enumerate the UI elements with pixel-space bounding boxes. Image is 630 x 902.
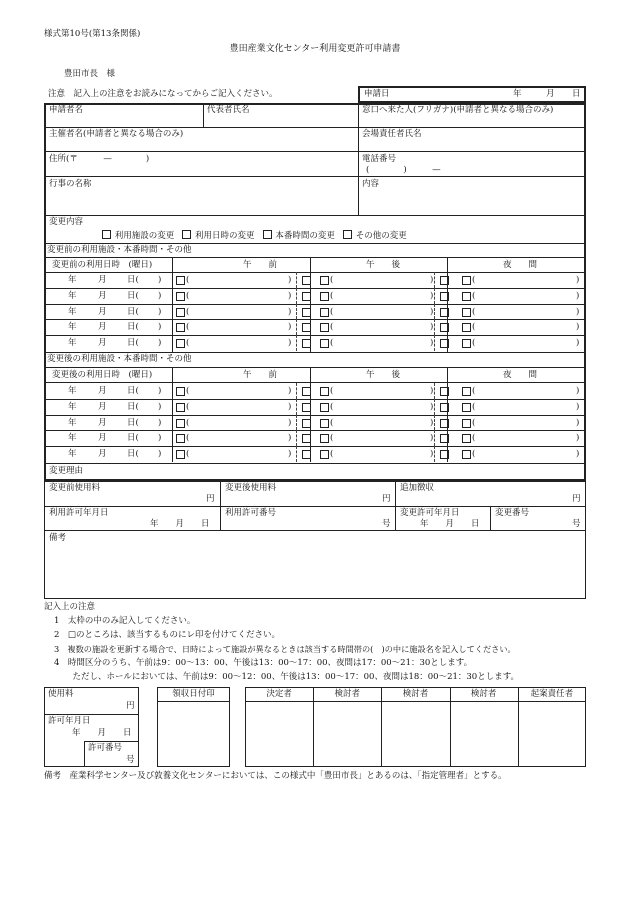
approval-label: 検討者 xyxy=(334,689,361,699)
before-row-day: 日( xyxy=(127,338,139,349)
after-row-close-paren: ) xyxy=(576,433,580,444)
before-row-day: 日( xyxy=(127,275,139,285)
checkbox-time-change[interactable]: 本番時間の変更 xyxy=(263,231,335,241)
before-row-checkbox[interactable] xyxy=(176,308,186,319)
before-period-night: 夜 間 xyxy=(502,260,537,270)
after-date-header: 変更後の利用日時 (曜日) xyxy=(52,370,153,380)
before-row-close-paren: ) xyxy=(430,338,434,349)
permit-date-ymd: 年 月 日 xyxy=(150,519,210,529)
additional-yen: 円 xyxy=(572,494,581,504)
after-row-checkbox[interactable] xyxy=(462,434,472,445)
before-row-checkbox[interactable] xyxy=(302,339,312,350)
office-permit-number-go: 号 xyxy=(126,755,135,765)
change-number-label: 変更番号 xyxy=(495,508,530,518)
before-row-line xyxy=(44,288,586,289)
after-row-checkbox[interactable] xyxy=(302,403,312,414)
before-row-checkbox[interactable] xyxy=(302,323,312,334)
approval-divider xyxy=(313,687,314,767)
after-row-month: 月 xyxy=(98,401,107,412)
after-row-line xyxy=(44,415,586,416)
after-row-checkbox[interactable] xyxy=(440,434,450,445)
before-row-close: ) xyxy=(158,322,162,333)
after-row-divider xyxy=(434,399,435,415)
before-row-month: 月 xyxy=(98,275,107,285)
form-number: 様式第10号(第13条関係) xyxy=(44,29,141,39)
after-row-close-paren: ) xyxy=(288,433,292,444)
address-label: 住所(〒 — ) xyxy=(49,154,150,164)
before-row-close-paren: ) xyxy=(288,322,292,333)
before-row-divider xyxy=(296,272,297,288)
approval-divider xyxy=(381,687,382,767)
before-row-close-paren: ) xyxy=(288,338,292,349)
approval-label: 起案責任者 xyxy=(530,689,574,699)
before-row-open-paren: ( xyxy=(330,338,334,349)
after-row-close-paren: ) xyxy=(576,386,580,396)
after-row-open-paren: ( xyxy=(330,449,334,460)
after-row-open-paren: ( xyxy=(472,386,476,396)
before-row-checkbox[interactable] xyxy=(320,292,330,303)
before-row-year: 年 xyxy=(68,322,77,333)
before-row-checkbox[interactable] xyxy=(440,276,450,287)
before-row-close-paren: ) xyxy=(430,306,434,317)
additional-label: 追加徴収 xyxy=(400,483,435,493)
after-period-am: 午 前 xyxy=(242,370,277,380)
before-row-close: ) xyxy=(158,306,162,317)
after-row-checkbox[interactable] xyxy=(176,434,186,445)
before-row-open-paren: ( xyxy=(330,290,334,301)
before-row-checkbox[interactable] xyxy=(176,292,186,303)
before-row-checkbox[interactable] xyxy=(462,276,472,287)
instructions-title: 記入上の注意 xyxy=(44,602,96,612)
after-row-close-paren: ) xyxy=(576,449,580,460)
window-person-label: 窓口へ来た人(フリガナ)(申請者と異なる場合のみ) xyxy=(362,105,554,115)
before-row-divider xyxy=(296,335,297,351)
before-row-checkbox[interactable] xyxy=(462,308,472,319)
after-row-checkbox[interactable] xyxy=(302,450,312,461)
before-section-label: 変更前の利用施設・本番時間・その他 xyxy=(47,245,192,255)
instruction-3: 3 複数の施設を更新する場合で、日時によって施設が異なるときは該当する時間帯の( )の中に施設名を記入してください。 xyxy=(54,644,516,654)
before-row-day: 日( xyxy=(127,322,139,333)
after-row-close-paren: ) xyxy=(288,449,292,460)
remarks-label: 備考 xyxy=(49,533,67,543)
after-row-checkbox[interactable] xyxy=(320,387,330,398)
after-row-open-paren: ( xyxy=(186,401,190,412)
before-row-close-paren: ) xyxy=(576,290,580,301)
before-row-month: 月 xyxy=(98,338,107,349)
after-row-checkbox[interactable] xyxy=(440,403,450,414)
before-row-close-paren: ) xyxy=(576,275,580,285)
office-permit-number-label: 許可番号 xyxy=(88,743,123,753)
before-row-checkbox[interactable] xyxy=(176,276,186,287)
before-row-divider xyxy=(296,319,297,335)
change-options[interactable] xyxy=(102,230,407,241)
after-row-month: 月 xyxy=(98,417,107,428)
after-fee-label: 変更後使用料 xyxy=(225,483,277,493)
change-content-label: 変更内容 xyxy=(49,217,84,227)
before-row-year: 年 xyxy=(68,338,77,349)
after-row-divider xyxy=(296,415,297,431)
month-label: 月 xyxy=(546,89,555,99)
before-row-divider xyxy=(434,319,435,335)
after-row-open-paren: ( xyxy=(472,417,476,428)
after-row-year: 年 xyxy=(68,417,77,428)
checkbox-datetime-change[interactable]: 利用日時の変更 xyxy=(182,231,254,241)
notice-line: 注意 記入上の注意をお読みになってからご記入ください。 xyxy=(48,89,278,99)
after-row-checkbox[interactable] xyxy=(176,419,186,430)
before-row-year: 年 xyxy=(68,306,77,317)
checkbox-facility-change[interactable]: 利用施設の変更 xyxy=(102,231,174,241)
approval-label: 検討者 xyxy=(470,689,497,699)
before-row-checkbox[interactable] xyxy=(440,308,450,319)
office-permit-date-label: 許可年月日 xyxy=(48,716,91,726)
permit-number-go: 号 xyxy=(382,519,391,529)
after-row-divider xyxy=(434,446,435,462)
before-row-open-paren: ( xyxy=(330,275,334,285)
after-row-day: 日( xyxy=(127,386,139,396)
after-row-checkbox[interactable] xyxy=(176,403,186,414)
after-row-open-paren: ( xyxy=(330,401,334,412)
after-row-close: ) xyxy=(158,401,162,412)
venue-manager-label: 会場責任者氏名 xyxy=(362,129,422,139)
after-row-checkbox[interactable] xyxy=(462,450,472,461)
before-row-checkbox[interactable] xyxy=(320,276,330,287)
before-row-checkbox[interactable] xyxy=(440,292,450,303)
after-row-divider xyxy=(296,446,297,462)
after-row-open-paren: ( xyxy=(472,401,476,412)
office-fee-label: 使用料 xyxy=(48,689,74,699)
after-row-checkbox[interactable] xyxy=(302,434,312,445)
after-row-checkbox[interactable] xyxy=(320,450,330,461)
receipt-stamp-label: 領収日付印 xyxy=(172,689,215,699)
after-row-close-paren: ) xyxy=(288,401,292,412)
after-period-pm: 午 後 xyxy=(365,370,400,380)
after-row-line xyxy=(44,446,586,447)
after-row-checkbox[interactable] xyxy=(440,450,450,461)
before-row-close-paren: ) xyxy=(576,306,580,317)
after-row-open-paren: ( xyxy=(186,433,190,444)
before-row-open-paren: ( xyxy=(186,322,190,333)
office-fee-yen: 円 xyxy=(126,701,135,711)
before-row-line xyxy=(44,335,586,336)
before-row-day: 日( xyxy=(127,306,139,317)
after-row-checkbox[interactable] xyxy=(462,387,472,398)
after-row-open-paren: ( xyxy=(186,449,190,460)
before-row-open-paren: ( xyxy=(330,306,334,317)
after-row-close-paren: ) xyxy=(430,417,434,428)
after-row-close: ) xyxy=(158,386,162,396)
before-row-month: 月 xyxy=(98,290,107,301)
before-row-close-paren: ) xyxy=(430,322,434,333)
before-period-pm: 午 後 xyxy=(365,260,400,270)
after-row-line xyxy=(44,399,586,400)
after-row-open-paren: ( xyxy=(186,386,190,396)
before-period-am: 午 前 xyxy=(242,260,277,270)
before-row-checkbox[interactable] xyxy=(462,292,472,303)
before-row-open-paren: ( xyxy=(186,290,190,301)
change-permit-date-label: 変更許可年月日 xyxy=(400,508,460,518)
representative-name-label: 代表者氏名 xyxy=(207,105,250,115)
after-row-checkbox[interactable] xyxy=(462,419,472,430)
after-row-checkbox[interactable] xyxy=(302,387,312,398)
after-row-divider xyxy=(434,383,435,399)
before-fee-label: 変更前使用料 xyxy=(49,483,101,493)
after-row-checkbox[interactable] xyxy=(320,403,330,414)
after-row-day: 日( xyxy=(127,401,139,412)
before-row-close-paren: ) xyxy=(576,322,580,333)
instruction-2: 2 □のところは、該当するものにレ印を付けてください。 xyxy=(54,630,280,640)
applicant-name-label: 申請者名 xyxy=(49,105,84,115)
application-date-label: 申請日 xyxy=(364,89,390,99)
form-title: 豊田産業文化センター利用変更許可申請書 xyxy=(229,44,401,54)
after-row-month: 月 xyxy=(98,433,107,444)
before-row-day: 日( xyxy=(127,290,139,301)
before-row-open-paren: ( xyxy=(186,306,190,317)
after-row-close-paren: ) xyxy=(430,386,434,396)
after-fee-yen: 円 xyxy=(382,494,391,504)
year-label: 年 xyxy=(513,89,522,99)
before-row-open-paren: ( xyxy=(472,275,476,285)
after-row-divider xyxy=(296,383,297,399)
office-fee-box xyxy=(44,687,139,767)
after-row-checkbox[interactable] xyxy=(176,387,186,398)
before-row-checkbox[interactable] xyxy=(462,339,472,350)
after-row-checkbox[interactable] xyxy=(440,419,450,430)
before-row-divider xyxy=(434,304,435,320)
after-row-close-paren: ) xyxy=(288,417,292,428)
after-row-divider xyxy=(434,430,435,446)
after-row-checkbox[interactable] xyxy=(320,434,330,445)
phone-label: 電話番号 xyxy=(362,154,397,164)
content-label: 内容 xyxy=(362,179,380,189)
change-permit-date-ymd: 年 月 日 xyxy=(420,519,480,529)
after-row-open-paren: ( xyxy=(472,433,476,444)
after-row-day: 日( xyxy=(127,449,139,460)
approval-label: 決定者 xyxy=(266,689,292,699)
approval-box xyxy=(245,687,586,767)
event-name-label: 行事の名称 xyxy=(49,179,92,189)
before-row-open-paren: ( xyxy=(186,338,190,349)
before-row-checkbox[interactable] xyxy=(440,323,450,334)
before-row-line xyxy=(44,319,586,320)
before-row-close-paren: ) xyxy=(288,290,292,301)
after-row-month: 月 xyxy=(98,386,107,396)
after-row-close-paren: ) xyxy=(576,401,580,412)
after-row-year: 年 xyxy=(68,401,77,412)
approval-divider xyxy=(450,687,451,767)
before-row-close: ) xyxy=(158,275,162,285)
after-row-checkbox[interactable] xyxy=(176,450,186,461)
after-row-open-paren: ( xyxy=(186,417,190,428)
before-row-year: 年 xyxy=(68,275,77,285)
before-row-divider xyxy=(296,304,297,320)
after-row-open-paren: ( xyxy=(330,433,334,444)
after-row-checkbox[interactable] xyxy=(302,419,312,430)
organizer-name-label: 主催者名(申請者と異なる場合のみ) xyxy=(49,129,184,139)
instruction-4-note: ただし、ホールにおいては、午前は9：00〜12：00、午後は13：00〜17：00、夜間は18：00〜21：30とします。 xyxy=(64,672,520,682)
after-row-open-paren: ( xyxy=(330,417,334,428)
permit-date-label: 利用許可年月日 xyxy=(49,508,109,518)
addressee: 豊田市長 様 xyxy=(64,69,116,79)
before-row-divider xyxy=(434,272,435,288)
after-row-year: 年 xyxy=(68,386,77,396)
before-row-open-paren: ( xyxy=(472,338,476,349)
change-number-go: 号 xyxy=(572,519,581,529)
change-reason-label: 変更理由 xyxy=(49,466,84,476)
before-row-open-paren: ( xyxy=(472,322,476,333)
before-row-close-paren: ) xyxy=(288,275,292,285)
after-section-label: 変更後の利用施設・本番時間・その他 xyxy=(47,354,192,364)
after-row-close-paren: ) xyxy=(430,433,434,444)
after-row-close: ) xyxy=(158,417,162,428)
before-row-checkbox[interactable] xyxy=(320,339,330,350)
before-fee-yen: 円 xyxy=(206,494,215,504)
before-row-checkbox[interactable] xyxy=(462,323,472,334)
before-row-close: ) xyxy=(158,338,162,349)
before-row-year: 年 xyxy=(68,290,77,301)
fees-frame xyxy=(44,481,586,599)
before-row-close-paren: ) xyxy=(288,306,292,317)
after-row-close: ) xyxy=(158,449,162,460)
before-row-checkbox[interactable] xyxy=(320,323,330,334)
after-row-checkbox[interactable] xyxy=(320,419,330,430)
before-row-checkbox[interactable] xyxy=(176,323,186,334)
after-row-close-paren: ) xyxy=(576,417,580,428)
receipt-stamp-box xyxy=(157,687,230,767)
before-row-divider xyxy=(434,335,435,351)
after-row-close-paren: ) xyxy=(430,449,434,460)
before-row-checkbox[interactable] xyxy=(302,276,312,287)
after-row-month: 月 xyxy=(98,449,107,460)
after-row-close: ) xyxy=(158,433,162,444)
after-row-year: 年 xyxy=(68,433,77,444)
before-row-month: 月 xyxy=(98,322,107,333)
approval-divider xyxy=(518,687,519,767)
after-row-day: 日( xyxy=(127,433,139,444)
before-row-checkbox[interactable] xyxy=(302,292,312,303)
phone-format: ( ) — xyxy=(366,165,441,175)
footnote: 備考 産業科学センター及び敦養文化センターにおいては、この様式中「豊田市長」とあるのは、「指定管理者」とする。 xyxy=(44,771,507,781)
after-row-divider xyxy=(296,430,297,446)
day-label: 日 xyxy=(572,89,581,99)
after-row-year: 年 xyxy=(68,449,77,460)
before-date-header: 変更前の利用日時 (曜日) xyxy=(52,260,153,270)
after-row-close-paren: ) xyxy=(288,386,292,396)
before-row-open-paren: ( xyxy=(472,290,476,301)
before-row-checkbox[interactable] xyxy=(176,339,186,350)
after-row-open-paren: ( xyxy=(330,386,334,396)
approval-label: 検討者 xyxy=(402,689,429,699)
after-row-open-paren: ( xyxy=(472,449,476,460)
before-row-divider xyxy=(434,288,435,304)
before-row-close-paren: ) xyxy=(430,275,434,285)
before-row-divider xyxy=(296,288,297,304)
after-period-night: 夜 間 xyxy=(502,370,537,380)
before-row-close-paren: ) xyxy=(430,290,434,301)
checkbox-other-change[interactable]: その他の変更 xyxy=(343,231,407,241)
office-permit-date-ymd: 年 月 日 xyxy=(72,728,132,738)
before-row-open-paren: ( xyxy=(186,275,190,285)
after-row-checkbox[interactable] xyxy=(462,403,472,414)
before-row-checkbox[interactable] xyxy=(440,339,450,350)
instruction-4: 4 時間区分のうち、午前は9：00〜13：00、午後は13：00〜17：00、夜間は17：00〜21：30とします。 xyxy=(54,658,473,668)
permit-number-label: 利用許可番号 xyxy=(225,508,277,518)
before-row-checkbox[interactable] xyxy=(320,308,330,319)
after-row-divider xyxy=(296,399,297,415)
after-row-day: 日( xyxy=(127,417,139,428)
before-row-open-paren: ( xyxy=(330,322,334,333)
after-row-line xyxy=(44,430,586,431)
instruction-1: 1 太枠の中のみ記入してください。 xyxy=(54,616,196,626)
before-row-close: ) xyxy=(158,290,162,301)
after-row-divider xyxy=(434,415,435,431)
before-row-checkbox[interactable] xyxy=(302,308,312,319)
application-date-box[interactable] xyxy=(358,86,586,103)
before-row-line xyxy=(44,304,586,305)
after-row-checkbox[interactable] xyxy=(440,387,450,398)
before-row-month: 月 xyxy=(98,306,107,317)
after-row-close-paren: ) xyxy=(430,401,434,412)
before-row-open-paren: ( xyxy=(472,306,476,317)
before-row-close-paren: ) xyxy=(576,338,580,349)
